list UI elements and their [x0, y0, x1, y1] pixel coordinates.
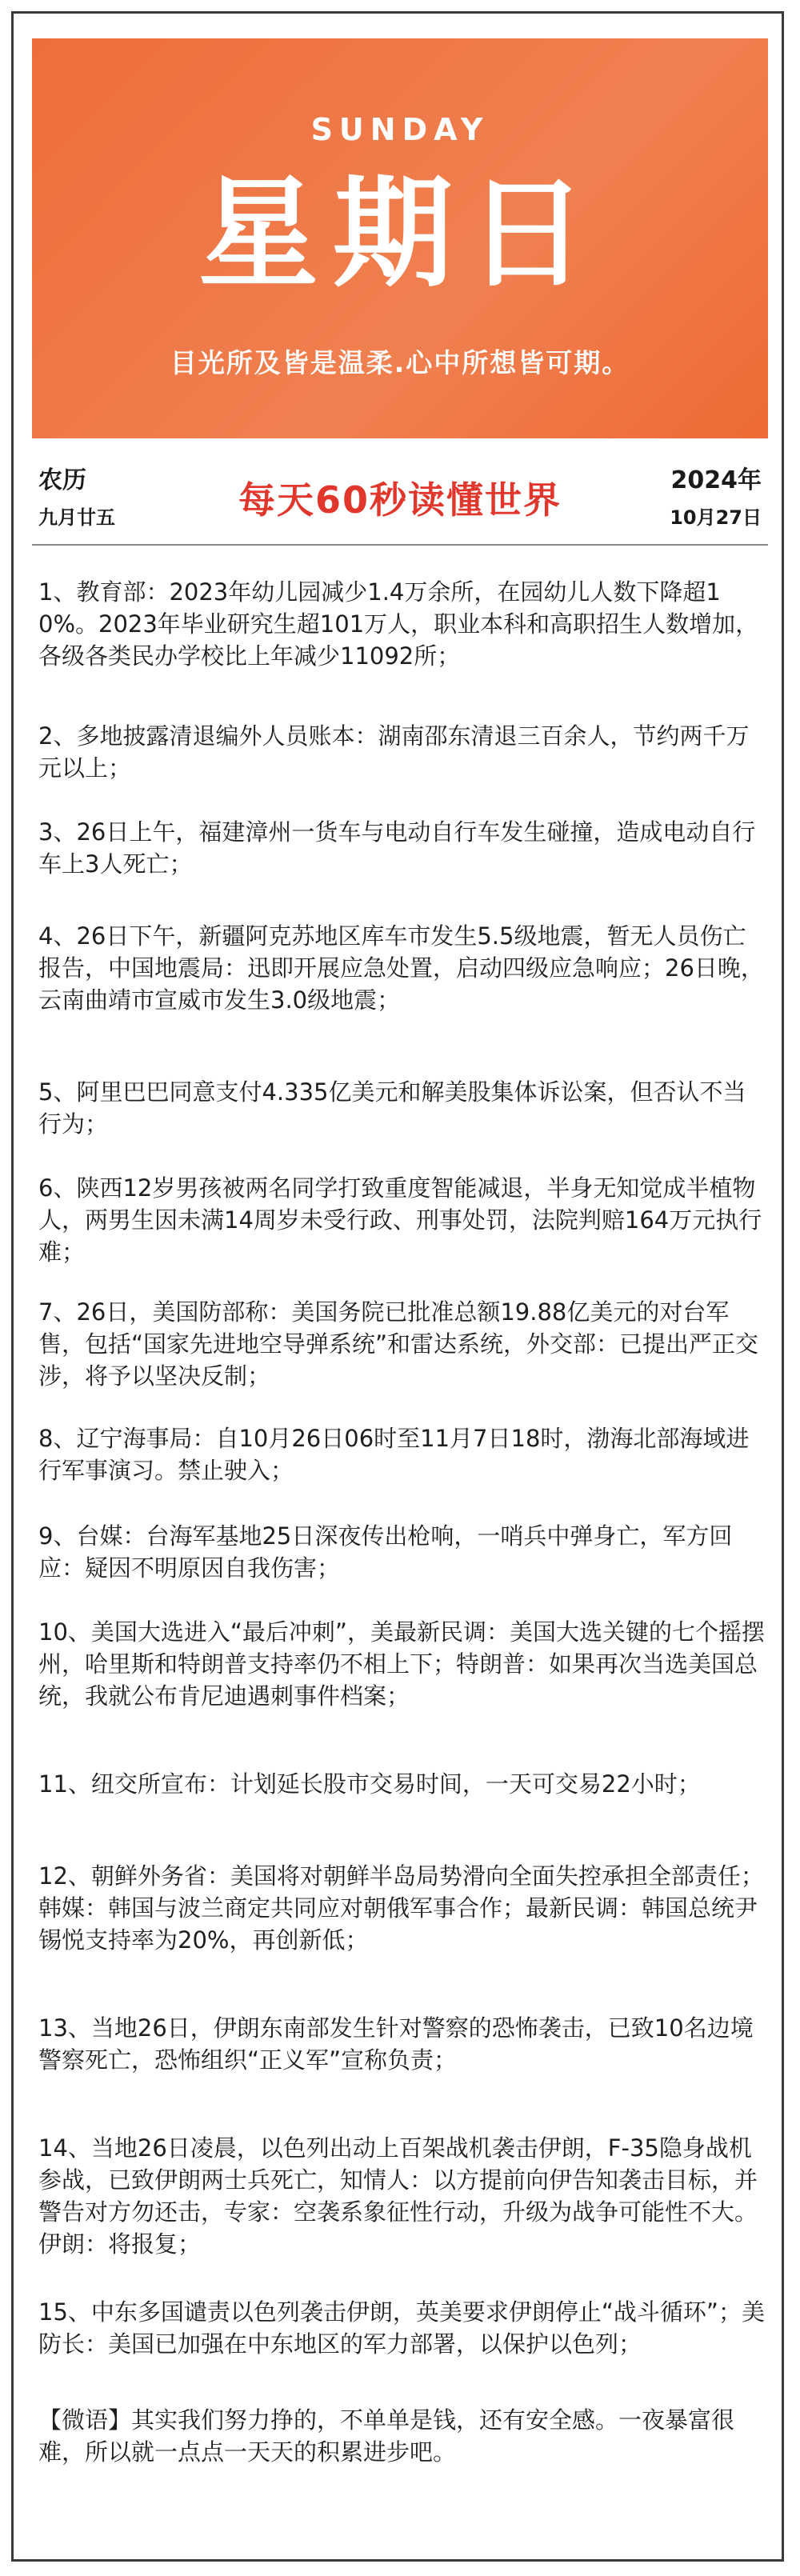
weekday-title: 星期日: [198, 165, 602, 304]
date-row: [32, 460, 768, 532]
closing-quote: 【微语】其实我们努力挣的，不单单是钱，还有安全感。一夜暴富很难，所以就一点点一天天的积累进步吧。: [38, 2406, 735, 2466]
news-item-5: 5、阿里巴巴同意支付4.335亿美元和解美股集体诉讼案，但否认不当行为；: [38, 1078, 746, 1138]
lunar-label: 农历: [38, 466, 86, 494]
header-banner: [32, 38, 768, 438]
news-item-7: 7、26日，美国防部称：美国务院已批准总额19.88亿美元的对台军售，包括“国家先进地空导弹系统”和雷达系统，外交部：已提出严正交涉，将予以坚决反制；: [38, 1298, 759, 1390]
news-item-15: 15、中东多国谴责以色列袭击伊朗，英美要求伊朗停止“战斗循环”；美防长：美国已加强在中东地区的军力部署，以保护以色列；: [38, 2298, 765, 2358]
page-headline: 每天60秒读懂世界: [238, 478, 562, 522]
news-item-8: 8、辽宁海事局：自10月26日06时至11月7日18时，渤海北部海域进行军事演习。禁止驶入；: [38, 1425, 750, 1484]
month-day: 10月27日: [670, 506, 762, 529]
year: 2024年: [670, 466, 762, 494]
news-item-12: 12、朝鲜外务省：美国将对朝鲜半岛局势滑向全面失控承担全部责任；韩媒：韩国与波兰商定共同应对朝俄军事合作；最新民调：韩国总统尹锡悦支持率为20%，再创新低；: [38, 1862, 764, 1954]
news-item-1: 1、教育部：2023年幼儿园减少1.4万余所，在园幼儿人数下降超10%。2023年毕业研究生超101万人，职业本科和高职招生人数增加，各级各类民办学校比上年减少11092所；: [38, 578, 759, 670]
news-item-2: 2、多地披露清退编外人员账本：湖南邵东清退三百余人，节约两千万元以上；: [38, 722, 750, 782]
banner-motto: 目光所及皆是温柔.心中所想皆可期。: [170, 347, 630, 378]
news-item-4: 4、26日下午，新疆阿克苏地区库车市发生5.5级地震，暂无人员伤亡报告，中国地震局：迅即开展应急处置，启动四级应急响应；26日晚，云南曲靖市宣威市发生3.0级地震；: [38, 922, 764, 1014]
divider: [32, 544, 768, 546]
weekday-english: SUNDAY: [310, 112, 490, 147]
news-item-9: 9、台媒：台海军基地25日深夜传出枪响，一哨兵中弹身亡，军方回应：疑因不明原因自我伤害；: [38, 1522, 733, 1582]
news-item-13: 13、当地26日，伊朗东南部发生针对警察的恐怖袭击，已致10名边境警察死亡，恐怖组织“正义军”宣称负责；: [38, 2014, 754, 2074]
news-item-11: 11、纽交所宣布：计划延长股市交易时间，一天可交易22小时；: [38, 1770, 701, 1798]
news-item-14: 14、当地26日凌晨，以色列出动上百架战机袭击伊朗，F-35隐身战机参战，已致伊朗两士兵死亡，知情人：以方提前向伊告知袭击目标，并警告对方勿还击，专家：空袭系象征性行动，升级为战争可能性不大。伊朗：将报复；: [38, 2134, 758, 2258]
news-item-6: 6、陕西12岁男孩被两名同学打致重度智能减退，半身无知觉成半植物人，两男生因未满14周岁未受行政、刑事处罚，法院判赔164万元执行难；: [38, 1174, 762, 1266]
news-item-10: 10、美国大选进入“最后冲刺”，美最新民调：美国大选关键的七个摇摆州，哈里斯和特朗普支持率仍不相上下；特朗普：如果再次当选美国总统，我就公布肯尼迪遇刺事件档案；: [38, 1618, 765, 1710]
news-item-3: 3、26日上午，福建漳州一货车与电动自行车发生碰撞，造成电动自行车上3人死亡；: [38, 818, 756, 878]
lunar-date: 九月廿五: [38, 506, 115, 529]
